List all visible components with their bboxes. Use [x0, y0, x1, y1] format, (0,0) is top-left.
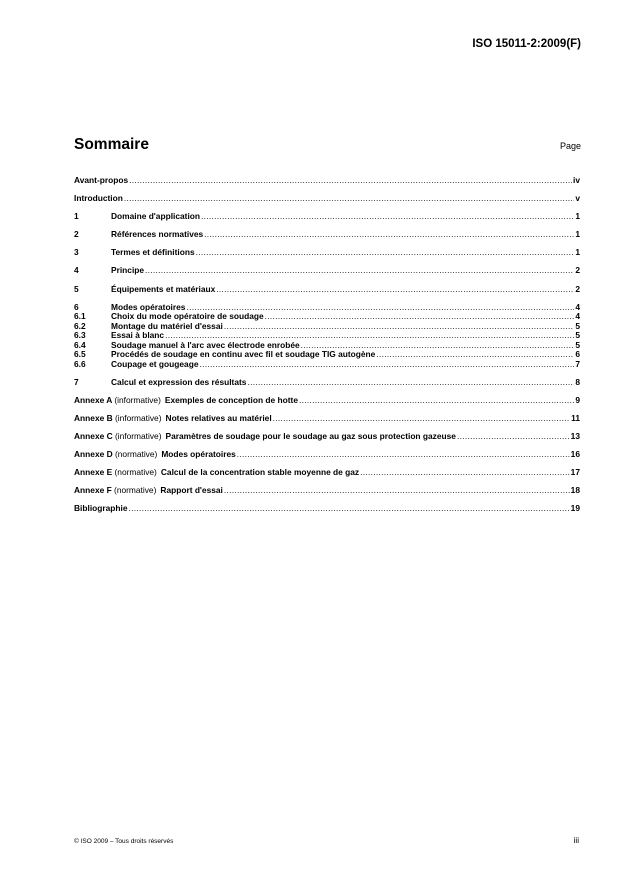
- toc-header: [74, 136, 581, 154]
- toc-annex-entry[interactable]: [74, 450, 580, 460]
- toc-entry-label: Avant-propos: [74, 175, 129, 185]
- annex-title: Rapport d'essai: [160, 485, 223, 496]
- toc-entry-number: 7: [74, 376, 79, 387]
- toc-entry-label: Modes opératoires: [111, 301, 186, 312]
- toc-entry[interactable]: [74, 285, 580, 295]
- dot-leader: [124, 194, 574, 204]
- annex-title: Paramètres de soudage pour le soudage au gaz sous protection gazeuse: [165, 431, 456, 442]
- document-reference: ISO 15011-2:2009(F): [472, 38, 581, 50]
- toc-entry-page: 4: [575, 301, 580, 312]
- annex-label: [74, 396, 298, 406]
- annex-type: (informative): [114, 394, 161, 405]
- toc-annex-entry[interactable]: [74, 396, 580, 406]
- toc-entry-page: 11: [571, 412, 580, 423]
- toc-entry-label: Introduction: [74, 193, 123, 204]
- toc-entry-bibliography[interactable]: [74, 504, 580, 514]
- annex-title: Calcul de la concentration stable moyenne de gaz: [160, 467, 360, 478]
- dot-leader: [129, 176, 572, 186]
- toc-entry-number: 1: [74, 211, 79, 222]
- dot-leader: [196, 248, 575, 258]
- toc-entry-page: v: [575, 193, 580, 204]
- toc-entry-page: 4: [575, 311, 580, 322]
- toc-entry-page: iv: [573, 175, 580, 185]
- footer-copyright: © ISO 2009 – Tous droits réservés: [74, 838, 174, 845]
- toc-entry[interactable]: [74, 194, 580, 204]
- toc-entry-page: 9: [575, 394, 580, 405]
- toc-entry-number: 6.1: [74, 311, 86, 322]
- toc-annex-entry[interactable]: [74, 486, 580, 496]
- dot-leader: [360, 468, 570, 478]
- toc-entry[interactable]: [74, 360, 580, 370]
- annex-letter: Annexe B: [74, 412, 113, 423]
- toc-entry[interactable]: [74, 378, 580, 388]
- annex-type: (informative): [114, 431, 162, 442]
- dot-leader: [265, 312, 575, 322]
- toc-entry-number: 5: [74, 283, 79, 294]
- toc-entry-page: 1: [575, 247, 580, 258]
- table-of-contents: [74, 176, 580, 514]
- toc-entry-number: 6.4: [74, 339, 86, 350]
- toc-entry[interactable]: [74, 230, 580, 240]
- annex-letter: Annexe C: [74, 431, 113, 442]
- toc-entry-page: 18: [570, 485, 580, 496]
- toc-entry-label: Essai à blanc: [111, 330, 165, 341]
- toc-entry-label: Procédés de soudage en continu avec fil et soudage TIG autogène: [111, 349, 376, 360]
- annex-letter: Annexe D: [74, 449, 113, 460]
- toc-entry-label: Termes et définitions: [111, 247, 195, 258]
- toc-annex-entry[interactable]: [74, 432, 580, 442]
- annex-type: (normative): [114, 467, 157, 478]
- annex-letter: Annexe A: [74, 394, 113, 405]
- toc-annex-entry[interactable]: [74, 414, 580, 424]
- toc-entry-page: 16: [570, 449, 580, 460]
- toc-entry-label: Équipements et matériaux: [111, 283, 216, 294]
- footer-page-number: iii: [573, 836, 579, 845]
- annex-type: (informative): [114, 412, 162, 423]
- dot-leader: [247, 378, 574, 388]
- annex-label: [74, 450, 236, 460]
- toc-entry-page: 13: [570, 431, 580, 442]
- annex-label: [74, 414, 272, 424]
- toc-entry-label: Principe: [111, 265, 145, 276]
- toc-entry-label: Choix du mode opératoire de soudage: [111, 311, 264, 322]
- dot-leader: [224, 486, 570, 496]
- toc-entry-page: 6: [575, 349, 580, 360]
- annex-label: [74, 486, 223, 496]
- toc-entry[interactable]: [74, 212, 580, 222]
- annex-type: (normative): [114, 449, 158, 460]
- dot-leader: [145, 266, 574, 276]
- dot-leader: [457, 432, 570, 442]
- annex-type: (normative): [114, 485, 157, 496]
- toc-entry-label: Domaine d'application: [111, 211, 201, 222]
- annex-label: [74, 432, 456, 442]
- dot-leader: [129, 504, 570, 514]
- annex-label: [74, 468, 359, 478]
- annex-letter: Annexe F: [74, 485, 112, 496]
- annex-title: Modes opératoires: [161, 449, 236, 460]
- toc-entry[interactable]: [74, 248, 580, 258]
- dot-leader: [376, 350, 574, 360]
- dot-leader: [216, 285, 574, 295]
- toc-entry-label: Bibliographie: [74, 503, 128, 514]
- toc-entry-label: Coupage et gougeage: [111, 358, 199, 369]
- toc-entry[interactable]: [74, 176, 580, 186]
- dot-leader: [224, 322, 575, 332]
- annex-title: Notes relatives au matériel: [165, 412, 272, 423]
- toc-annex-entry[interactable]: [74, 468, 580, 478]
- toc-entry-page: 5: [575, 339, 580, 350]
- dot-leader: [201, 212, 574, 222]
- toc-annexes: [74, 396, 580, 496]
- toc-entry-page: 17: [570, 467, 580, 478]
- toc-entry-number: 3: [74, 247, 79, 258]
- toc-entry-page: 7: [575, 358, 580, 369]
- toc-entry-label: Calcul et expression des résultats: [111, 376, 247, 387]
- toc-entries: [74, 176, 580, 387]
- annex-letter: Annexe E: [74, 467, 113, 478]
- dot-leader: [237, 450, 570, 460]
- toc-entry-number: 6.3: [74, 330, 86, 341]
- toc-entry-page: 2: [575, 283, 580, 294]
- toc-entry-label: Soudage manuel à l'arc avec électrode enrobée: [111, 339, 300, 350]
- toc-entry[interactable]: [74, 266, 580, 276]
- dot-leader: [299, 396, 574, 406]
- toc-entry-page: 19: [570, 503, 580, 514]
- toc-entry-number: 6.5: [74, 349, 86, 360]
- toc-entry-number: 6.6: [74, 358, 86, 369]
- dot-leader: [273, 414, 570, 424]
- toc-entry-page: 1: [575, 229, 580, 240]
- dot-leader: [199, 360, 574, 370]
- toc-entry-number: 2: [74, 229, 79, 240]
- toc-entry-page: 5: [575, 320, 580, 331]
- toc-entry-label: Références normatives: [111, 229, 204, 240]
- toc-title: Sommaire: [74, 136, 149, 153]
- toc-entry-number: 4: [74, 265, 79, 276]
- toc-entry-number: 6.2: [74, 320, 86, 331]
- toc-entry-label: Montage du matériel d'essai: [111, 320, 223, 331]
- toc-entry-number: 6: [74, 301, 79, 312]
- toc-entry-page: 8: [575, 376, 580, 387]
- toc-entry-page: 5: [575, 330, 580, 341]
- toc-page-label: Page: [559, 141, 581, 151]
- dot-leader: [204, 230, 574, 240]
- toc-entry-page: 2: [575, 265, 580, 276]
- toc-entry-page: 1: [575, 211, 580, 222]
- annex-title: Exemples de conception de hotte: [164, 394, 298, 405]
